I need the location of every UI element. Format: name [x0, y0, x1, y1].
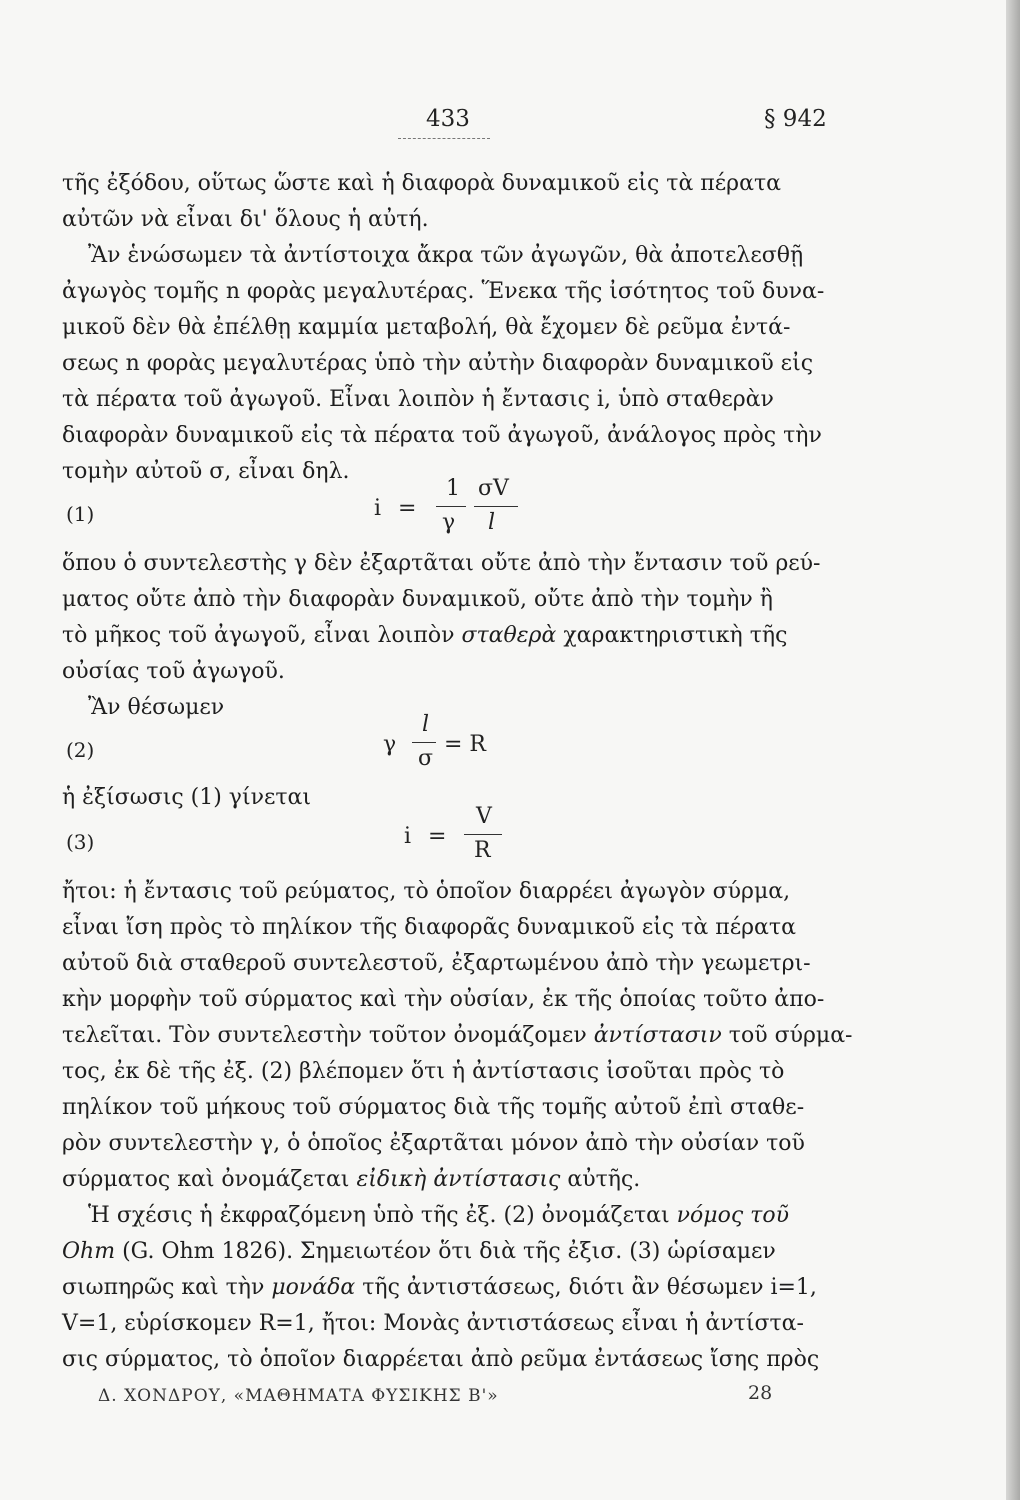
text-line: σύρματος καὶ ὀνομάζεται εἰδικὴ ἀντίστασις αὐτῆς. [62, 1167, 641, 1192]
text-line: ὅπου ὁ συντελεστὴς γ δὲν ἐξαρτᾶται οὔτε ἀπὸ τὴν ἔντασιν τοῦ ρεύ- [62, 551, 821, 576]
text-line: αὐτῶν νὰ εἶναι δι' ὅλους ἡ αὐτή. [62, 207, 429, 232]
eq3-num: V [476, 804, 492, 829]
eq3-equals: = [428, 824, 447, 849]
text-line: τῆς ἐξόδου, οὕτως ὥστε καὶ ἡ διαφορὰ δυναμικοῦ εἰς τὰ πέρατα [62, 171, 781, 196]
text-line: σιωπηρῶς καὶ τὴν μονάδα τῆς ἀντιστάσεως, διότι ἂν θέσωμεν i=1, [62, 1275, 817, 1300]
eq1-equals: = [398, 496, 417, 521]
text-line: τος, ἐκ δὲ τῆς ἐξ. (2) βλέπομεν ὅτι ἡ ἀντίστασις ἰσοῦται πρὸς τὸ [62, 1059, 785, 1084]
eq3-lhs: i [404, 824, 412, 849]
eq1-fraction-bar [474, 506, 518, 507]
text-line: V=1, εὑρίσκομεν R=1, ἤτοι: Μονὰς ἀντιστάσεως εἶναι ἡ ἀντίστα- [62, 1311, 804, 1336]
text-line: εἶναι ἴση πρὸς τὸ πηλίκον τῆς διαφορᾶς δυναμικοῦ εἰς τὰ πέρατα [62, 915, 796, 940]
text-line: ἀγωγὸς τομῆς n φορὰς μεγαλυτέρας. Ἕνεκα τῆς ἰσότητος τοῦ δυνα- [62, 279, 825, 304]
text-line: ἡ ἐξίσωσις (1) γίνεται [62, 785, 311, 810]
emphasis: ἀντίστασιν [593, 1023, 722, 1048]
eq2-den: σ [418, 746, 434, 771]
text-line: τὰ πέρατα τοῦ ἀγωγοῦ. Εἶναι λοιπὸν ἡ ἔντασις i, ὑπὸ σταθερὰν [62, 387, 774, 412]
footer-author-title: Δ. ΧΟΝΔΡΟΥ, «ΜΑΘΗΜΑΤΑ ΦΥΣΙΚΗΣ Β'» [98, 1386, 499, 1406]
section-number: § 942 [764, 106, 827, 132]
equation-label: (1) [66, 502, 95, 526]
equation-label: (3) [66, 830, 95, 854]
eq2-num: l [422, 712, 430, 737]
text-line: τομὴν αὐτοῦ σ, εἶναι δηλ. [62, 459, 350, 484]
page-number-underline [398, 138, 490, 143]
page-binding-edge [1006, 0, 1020, 1500]
emphasis: μονάδα [271, 1275, 356, 1300]
equation-label: (2) [66, 738, 95, 762]
emphasis: Ohm [62, 1239, 116, 1264]
text-line: τὸ μῆκος τοῦ ἀγωγοῦ, εἶναι λοιπὸν σταθερὰ χαρακτηριστικὴ τῆς [62, 623, 788, 648]
text-line: Ohm (G. Ohm 1826). Σημειωτέον ὅτι διὰ τῆς ἐξισ. (3) ὡρίσαμεν [62, 1239, 776, 1264]
eq2-rhs: = R [444, 732, 486, 757]
text-line: μικοῦ δὲν θὰ ἐπέλθῃ καμμία μεταβολή, θὰ ἔχομεν δὲ ρεῦμα ἐντά- [62, 315, 791, 340]
text-line: ρὸν συντελεστὴν γ, ὁ ὁποῖος ἐξαρτᾶται μόνον ἀπὸ τὴν οὐσίαν τοῦ [62, 1131, 805, 1156]
eq1-lhs: i [374, 496, 382, 521]
text-line: οὐσίας τοῦ ἀγωγοῦ. [62, 659, 285, 684]
text-line: Ἂν θέσωμεν [88, 695, 225, 720]
emphasis: εἰδικὴ ἀντίστασις [356, 1167, 561, 1192]
text-line: τελεῖται. Τὸν συντελεστὴν τοῦτον ὀνομάζομεν ἀντίστασιν τοῦ σύρμα- [62, 1023, 853, 1048]
footer-sheet-number: 28 [748, 1382, 773, 1404]
eq1-den1: γ [442, 510, 456, 535]
emphasis: νόμος τοῦ [676, 1203, 789, 1228]
eq2-fraction-bar [412, 742, 436, 743]
text-line: αὐτοῦ διὰ σταθεροῦ συντελεστοῦ, ἐξαρτωμένου ἀπὸ τὴν γεωμετρι- [62, 951, 811, 976]
text-line: Ἂν ἑνώσωμεν τὰ ἀντίστοιχα ἄκρα τῶν ἀγωγῶν, θὰ ἀποτελεσθῇ [88, 243, 804, 268]
text-line: σις σύρματος, τὸ ὁποῖον διαρρέεται ἀπὸ ρεῦμα ἐντάσεως ἴσης πρὸς [62, 1347, 820, 1372]
text-line: ματος οὔτε ἀπὸ τὴν διαφορὰν δυναμικοῦ, οὔτε ἀπὸ τὴν τομὴν ἢ [62, 587, 773, 612]
text-line: διαφορὰν δυναμικοῦ εἰς τὰ πέρατα τοῦ ἀγωγοῦ, ἀνάλογος πρὸς τὴν [62, 423, 822, 448]
text-line: σεως n φορὰς μεγαλυτέρας ὑπὸ τὴν αὐτὴν διαφορὰν δυναμικοῦ εἰς [62, 351, 814, 376]
eq3-den: R [474, 838, 491, 863]
eq1-num2: σV [478, 476, 509, 501]
eq1-num1: 1 [446, 476, 460, 501]
eq3-fraction-bar [464, 834, 502, 835]
eq2-lhs: γ [383, 732, 397, 757]
text-line: κὴν μορφὴν τοῦ σύρματος καὶ τὴν οὐσίαν, ἐκ τῆς ὁποίας τοῦτο ἀπο- [62, 987, 825, 1012]
eq1-den2: l [488, 510, 496, 535]
emphasis: σταθερὰ [461, 623, 557, 648]
eq1-fraction-bar [436, 506, 466, 507]
page-number: 433 [426, 106, 470, 132]
text-line: πηλίκον τοῦ μήκους τοῦ σύρματος διὰ τῆς τομῆς αὐτοῦ ἐπὶ σταθε- [62, 1095, 805, 1120]
text-line: ἤτοι: ἡ ἔντασις τοῦ ρεύματος, τὸ ὁποῖον διαρρέει ἀγωγὸν σύρμα, [62, 879, 791, 904]
text-line: Ἡ σχέσις ἡ ἐκφραζόμενη ὑπὸ τῆς ἐξ. (2) ὀνομάζεται νόμος τοῦ [88, 1203, 789, 1228]
